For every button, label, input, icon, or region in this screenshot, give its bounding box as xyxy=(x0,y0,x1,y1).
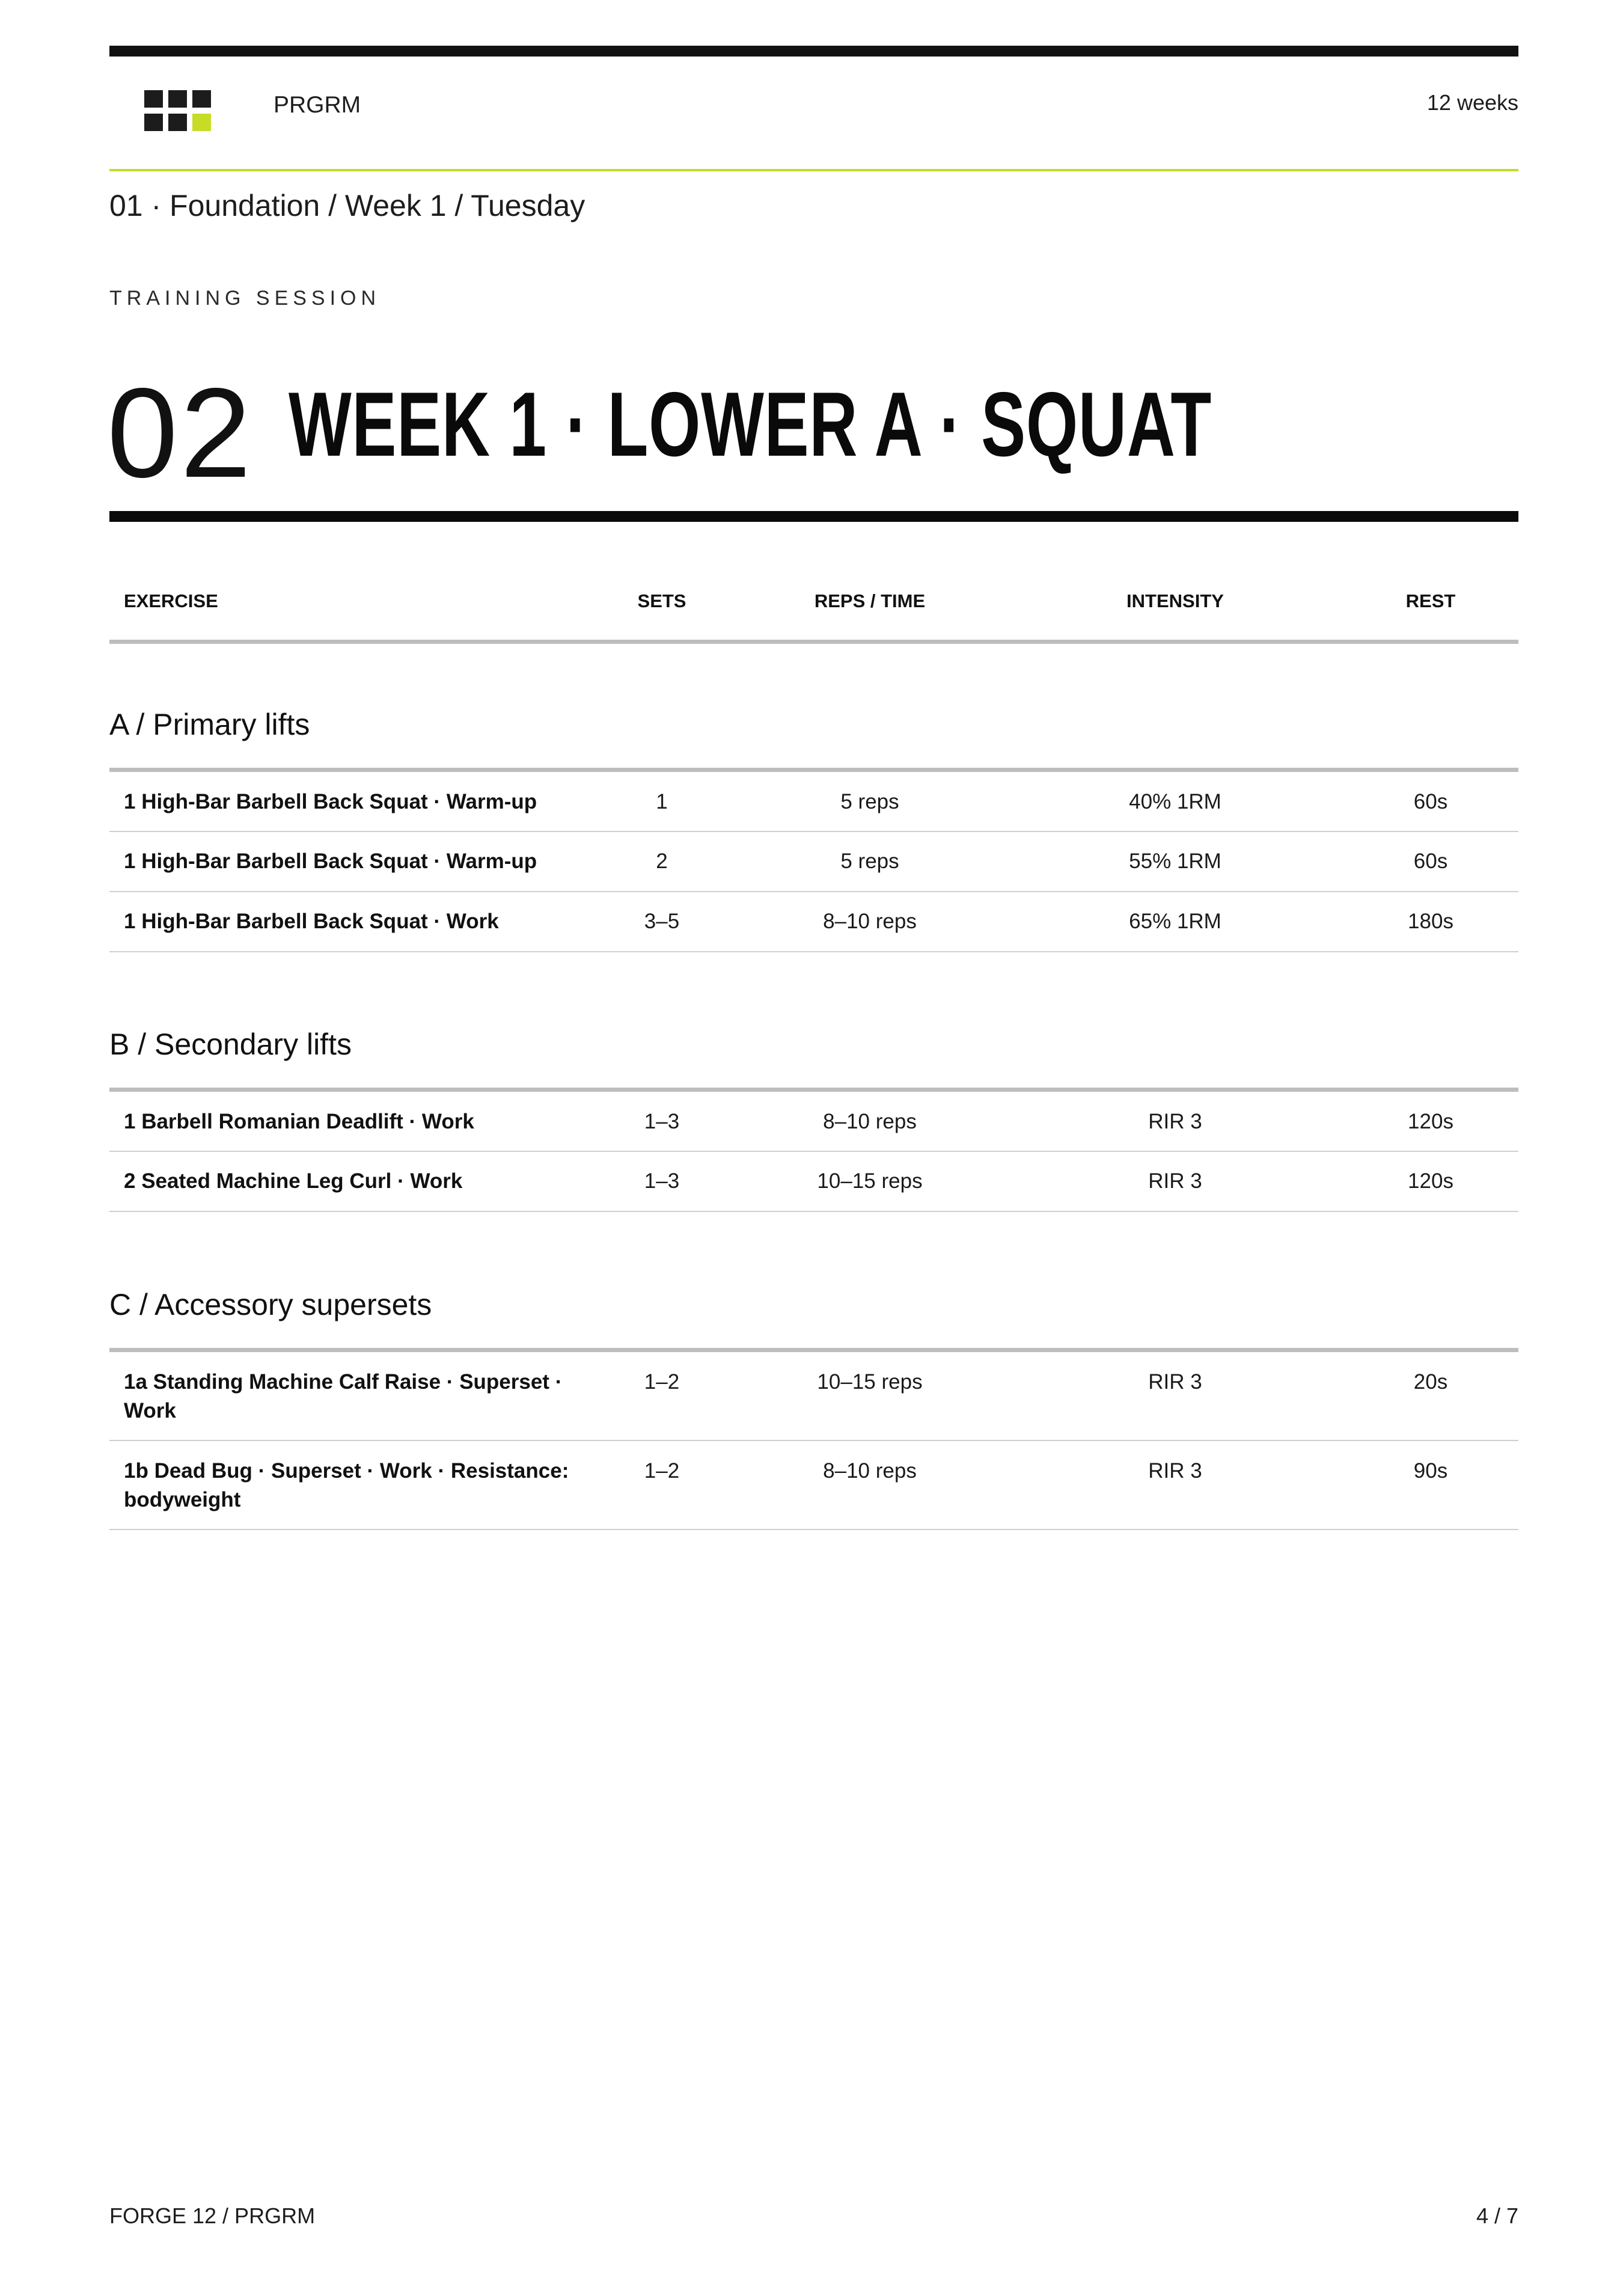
reps-value: 10–15 reps xyxy=(817,1169,923,1193)
rest-value: 120s xyxy=(1408,1110,1453,1133)
exercise-name: 1 Barbell Romanian Deadlift · Work xyxy=(124,1110,474,1133)
table-row xyxy=(109,1352,1518,1441)
rest-value: 60s xyxy=(1413,790,1448,813)
reps-value: 8–10 reps xyxy=(823,1459,917,1483)
intensity-value: 65% 1RM xyxy=(1129,910,1221,933)
sets-value: 1–3 xyxy=(644,1110,680,1133)
table-row xyxy=(109,772,1518,832)
section-rows xyxy=(109,1352,1518,1530)
sets-value: 1–2 xyxy=(644,1370,680,1394)
exercise-name: 1 High-Bar Barbell Back Squat · Warm-up xyxy=(124,790,537,813)
grid-logo-icon xyxy=(144,90,211,131)
sets-value: 3–5 xyxy=(644,910,680,933)
section-rows xyxy=(109,772,1518,952)
sets-value: 1 xyxy=(656,790,668,813)
exercise-name: 1a Standing Machine Calf Raise · Superset · Work xyxy=(124,1370,563,1422)
exercise-name: 2 Seated Machine Leg Curl · Work xyxy=(124,1169,463,1193)
reps-value: 8–10 reps xyxy=(823,1110,917,1133)
section-title: A / Primary lifts xyxy=(109,708,310,741)
rest-value: 120s xyxy=(1408,1169,1453,1193)
reps-value: 8–10 reps xyxy=(823,910,917,933)
exercise-name: 1 High-Bar Barbell Back Squat · Warm-up xyxy=(124,850,537,873)
top-rule xyxy=(109,46,1518,57)
reps-value: 10–15 reps xyxy=(817,1370,923,1394)
reps-value: 5 reps xyxy=(840,850,899,873)
section-title: B / Secondary lifts xyxy=(109,1027,352,1061)
logo-square-accent xyxy=(192,114,211,131)
footer-program-label: FORGE 12 / PRGRM xyxy=(109,2203,316,2228)
title-rule xyxy=(109,511,1518,522)
column-header-rest: REST xyxy=(1405,590,1456,611)
column-header-reps: REPS / TIME xyxy=(814,590,926,611)
session-title: WEEK 1 · LOWER A · SQUAT xyxy=(289,373,1212,476)
intensity-value: RIR 3 xyxy=(1148,1169,1202,1193)
section-rows xyxy=(109,1092,1518,1212)
sets-value: 2 xyxy=(656,850,668,873)
table-row xyxy=(109,1441,1518,1530)
section-rule xyxy=(109,768,1518,772)
reps-value: 5 reps xyxy=(840,790,899,813)
exercise-name: 1 High-Bar Barbell Back Squat · Work xyxy=(124,910,499,933)
rest-value: 60s xyxy=(1413,850,1448,873)
section-rule xyxy=(109,1088,1518,1092)
rest-value: 90s xyxy=(1413,1459,1448,1483)
column-header-intensity: INTENSITY xyxy=(1126,590,1224,611)
sets-value: 1–2 xyxy=(644,1459,680,1483)
intensity-value: RIR 3 xyxy=(1148,1459,1202,1483)
table-row xyxy=(109,832,1518,892)
header-rule xyxy=(109,640,1518,644)
logo-square xyxy=(168,90,187,108)
section-title: C / Accessory supersets xyxy=(109,1288,432,1321)
session-number: 02 xyxy=(107,361,254,504)
intensity-value: RIR 3 xyxy=(1148,1110,1202,1133)
logo-square xyxy=(192,90,211,108)
rest-value: 180s xyxy=(1408,910,1453,933)
page-number: 4 / 7 xyxy=(1476,2203,1518,2228)
brand-name: PRGRM xyxy=(274,92,361,118)
table-row xyxy=(109,1092,1518,1152)
intensity-value: RIR 3 xyxy=(1148,1370,1202,1394)
logo-square xyxy=(144,90,163,108)
exercise-name: 1b Dead Bug · Superset · Work · Resistance: bodyweight xyxy=(124,1459,569,1511)
intensity-value: 55% 1RM xyxy=(1129,850,1221,873)
column-header-sets: SETS xyxy=(637,590,686,611)
table-header xyxy=(109,589,1518,613)
section-rule xyxy=(109,1348,1518,1352)
sets-value: 1–3 xyxy=(644,1169,680,1193)
rest-value: 20s xyxy=(1413,1370,1448,1394)
session-eyebrow: TRAINING SESSION xyxy=(109,287,381,310)
logo-square xyxy=(168,114,187,131)
logo-square xyxy=(144,114,163,131)
program-duration: 12 weeks xyxy=(1426,90,1518,115)
intensity-value: 40% 1RM xyxy=(1129,790,1221,813)
breadcrumb: 01 · Foundation / Week 1 / Tuesday xyxy=(109,189,585,222)
accent-rule xyxy=(109,169,1518,171)
column-header-exercise: EXERCISE xyxy=(124,590,218,611)
table-row xyxy=(109,892,1518,952)
table-row xyxy=(109,1152,1518,1212)
